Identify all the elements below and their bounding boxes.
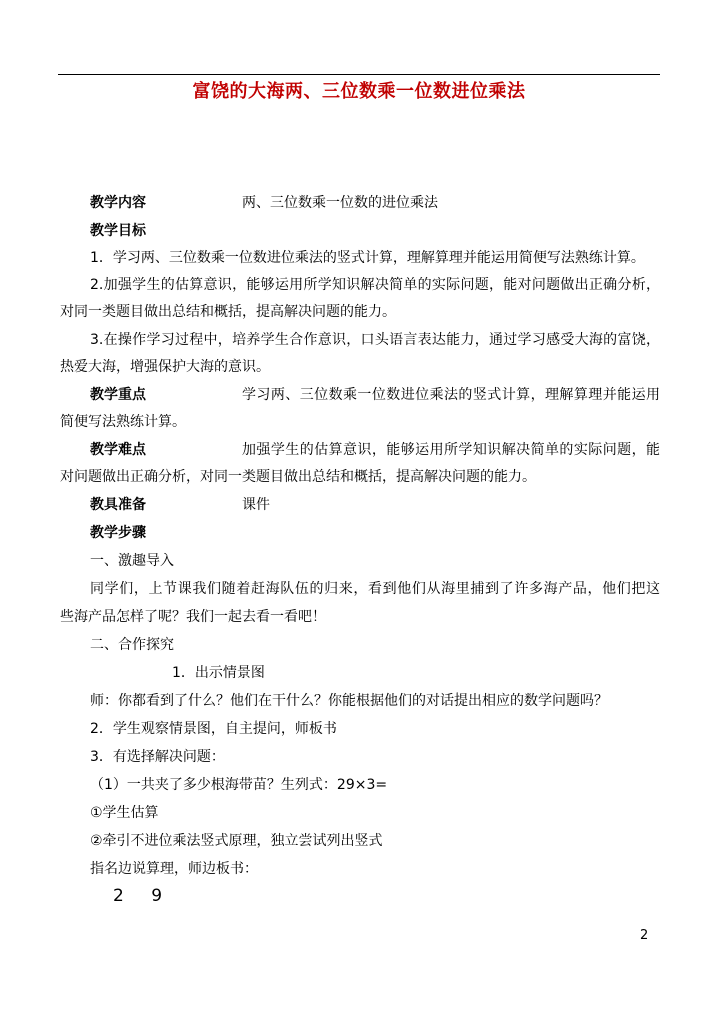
difficulties-line-2: 对问题做出正确分析，对同一类题目做出总结和概括，提高解决问题的能力。: [60, 469, 536, 485]
intro-paragraph-line-2: 些海产品怎样了呢？我们一起去看一看吧！: [60, 609, 326, 625]
steps-label: 教学步骤: [90, 525, 146, 541]
tools-value: 课件: [242, 497, 270, 513]
page-number: 2: [640, 928, 649, 943]
teacher-question: 师：你都看到了什么？他们在干什么？你能根据他们的对话提出相应的数学问题吗？: [90, 693, 608, 709]
step-1: 1．出示情景图: [172, 665, 265, 681]
key-points-line-2: 简便写法熟练计算。: [60, 414, 186, 430]
board-intro: 指名边说算理，师边板书：: [90, 861, 258, 877]
section-heading-2: 二、合作探究: [90, 637, 174, 653]
question-1: （1）一共夹了多少根海带苗？生列式：29×3=: [90, 777, 388, 793]
objective-item-2-line-1: 2.加强学生的估算意识，能够运用所学知识解决简单的实际问题，能对问题做出正确分析，: [90, 277, 660, 293]
intro-paragraph-line-1: 同学们，上节课我们随着赶海队伍的归来，看到他们从海里捕到了许多海产品，他们把这: [90, 581, 660, 597]
sub-step-estimate: ①学生估算: [90, 805, 159, 821]
objective-item-3-line-2: 热爱大海，增强保护大海的意识。: [60, 359, 270, 375]
sub-step-vertical-form: ②牵引不进位乘法竖式原理，独立尝试列出竖式: [90, 833, 383, 849]
objectives-label: 教学目标: [90, 223, 146, 239]
vertical-calculation-top-row: 2 9: [113, 886, 174, 906]
content-label: 教学内容: [90, 195, 146, 211]
objective-item-3-line-1: 3.在操作学习过程中，培养学生合作意识，口头语言表达能力，通过学习感受大海的富饶，: [90, 332, 660, 348]
tools-label: 教具准备: [90, 497, 146, 513]
key-points-label: 教学重点: [90, 387, 146, 403]
step-2: 2．学生观察情景图，自主提问，师板书: [90, 721, 337, 737]
difficulties-label: 教学难点: [90, 442, 146, 458]
difficulties-line-1: 加强学生的估算意识，能够运用所学知识解决简单的实际问题，能: [242, 442, 660, 458]
objective-item-2-line-2: 对同一类题目做出总结和概括，提高解决问题的能力。: [60, 304, 396, 320]
step-3: 3．有选择解决问题：: [90, 749, 225, 765]
header-rule: [58, 74, 660, 75]
content-value: 两、三位数乘一位数的进位乘法: [242, 195, 438, 211]
document-title: 富饶的大海两、三位数乘一位数进位乘法: [192, 81, 526, 102]
key-points-line-1: 学习两、三位数乘一位数进位乘法的竖式计算，理解算理并能运用: [242, 387, 660, 403]
section-heading-1: 一、激趣导入: [90, 553, 174, 569]
objective-item-1: 1．学习两、三位数乘一位数进位乘法的竖式计算，理解算理并能运用简便写法熟练计算。: [90, 250, 645, 266]
